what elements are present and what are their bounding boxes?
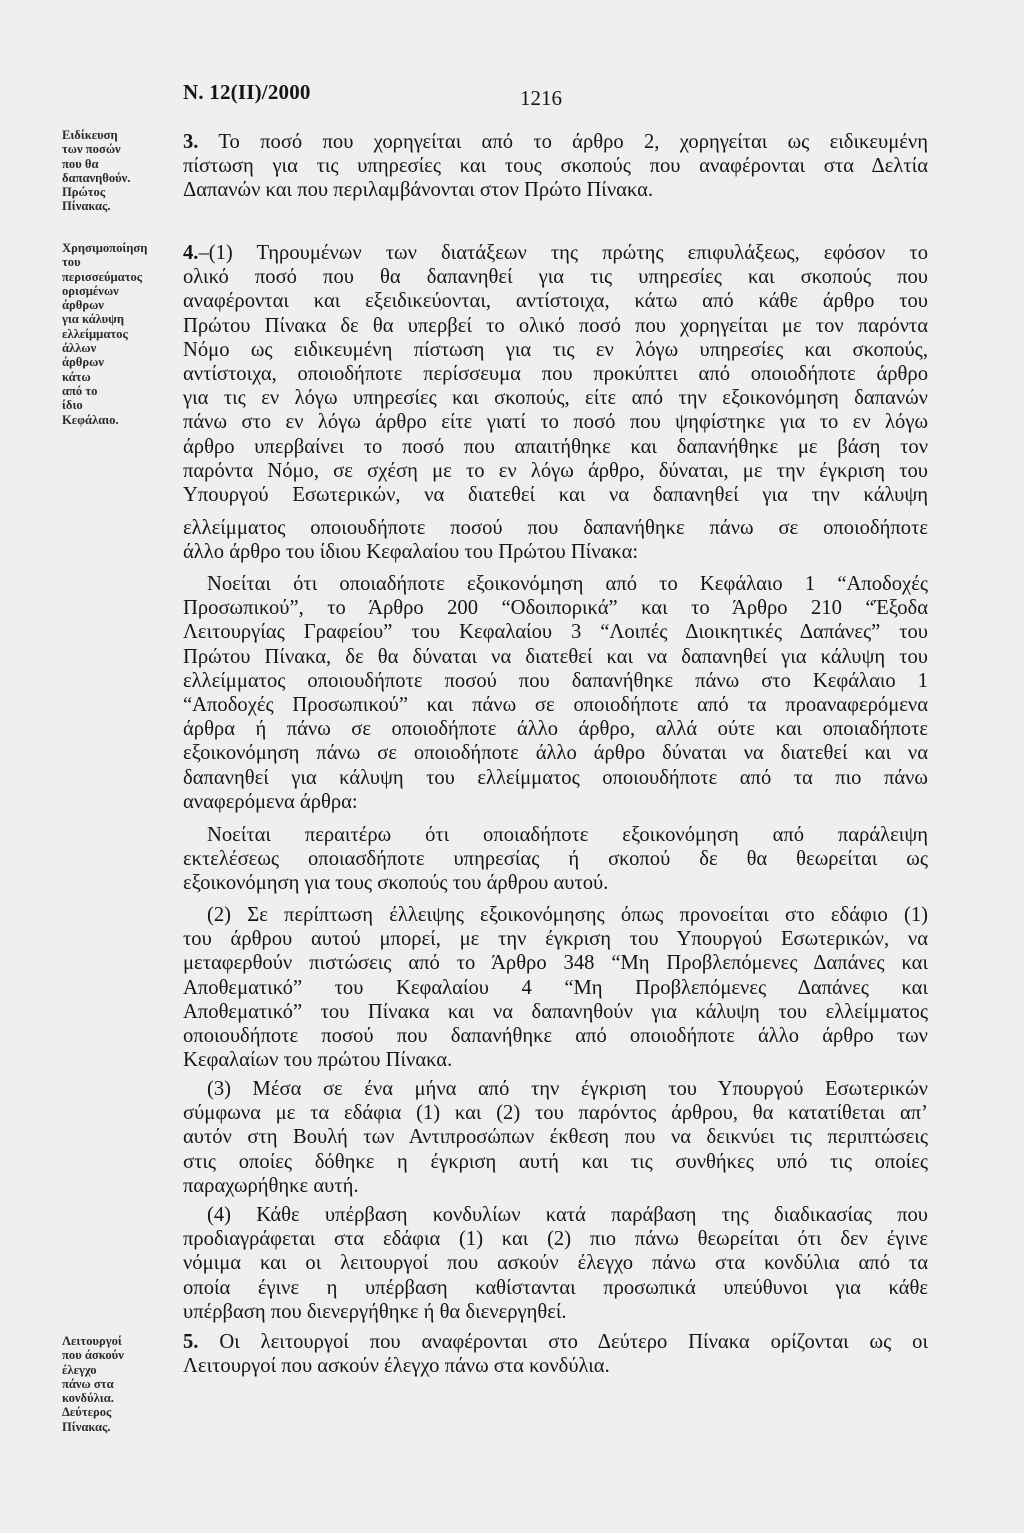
- section-4: [183, 241, 928, 507]
- section-line: Δαπανών και που περιλαμβάνονται στον Πρώτο Πίνακα.: [183, 179, 654, 202]
- section-4-subsection-3: [183, 1077, 928, 1198]
- section-line: Λειτουργίας Γραφείου” του Κεφαλαίου 3 “Λοιπές Διοικητικές Δαπάνες” του: [183, 621, 928, 644]
- section-number: 3.: [183, 131, 199, 153]
- margin-note-line: πάνω στα: [62, 1376, 114, 1391]
- section-line: για τις εν λόγω υπηρεσίες και σκοπούς, είτε από την εξοικονόμηση δαπανών: [183, 387, 928, 410]
- section-line: [183, 241, 928, 265]
- section-line: αναφερόμενα άρθρα:: [183, 790, 358, 813]
- section-text: –(1) Τηρουμένων των διατάξεων της πρώτης επιφυλάξεως, εφόσον το: [198, 242, 928, 264]
- section-line: ολικό ποσό που θα δαπανηθεί για τις υπηρεσίες και σκοπούς που: [183, 266, 928, 289]
- margin-note-line: άρθρων: [62, 355, 104, 370]
- section-line: Νοείται ότι οποιαδήποτε εξοικονόμηση από το Κεφάλαιο 1 “Αποδοχές: [207, 573, 928, 595]
- section-line: εκτελέσεως οποιασδήποτε υπηρεσίας ή σκοπού δε θα θεωρείται ως: [183, 848, 928, 871]
- margin-note-section-3: [62, 128, 180, 214]
- margin-note-line: από το: [62, 383, 98, 398]
- margin-note-line: κονδύλια.: [62, 1391, 114, 1406]
- section-line: αυτόν στη Βουλή των Αντιπροσώπων έκθεση που να δεικνύει τις περιπτώσεις: [183, 1126, 928, 1149]
- law-number: Ν. 12(ΙΙ)/2000: [183, 80, 311, 104]
- section-line: εξοικονόμηση πάνω σε οποιοδήποτε άλλο άρθρο δύναται να διατεθεί και να: [183, 742, 928, 765]
- section-line: άρθρο υπερβαίνει το ποσό που απαιτήθηκε και δαπανήθηκε με βάση τον: [183, 435, 928, 458]
- section-line: υπέρβαση που διενεργήθηκε ή θα διενεργηθεί.: [183, 1300, 567, 1323]
- margin-note-line: Ειδίκευση: [62, 128, 118, 142]
- margin-note-line: δαπανηθούν.: [62, 170, 131, 185]
- margin-note-line: άρθρων: [62, 298, 104, 313]
- section-line: πάνω στο εν λόγω άρθρο είτε γιατί το ποσό που ψηφίστηκε για το εν λόγω: [183, 411, 928, 434]
- section-number: 5.: [183, 1331, 199, 1353]
- margin-note-line: Πίνακας.: [62, 199, 111, 214]
- section-line: νόμιμα και οι λειτουργοί που ασκούν έλεγχο πάνω στα κονδύλια από τα: [183, 1252, 928, 1275]
- section-line: σύμφωνα με τα εδάφια (1) και (2) του παρόντος άρθρου, θα κατατίθεται απ’: [183, 1102, 928, 1125]
- margin-note-line: έλεγχο: [62, 1362, 97, 1377]
- section-text: Το ποσό που χορηγείται από το άρθρο 2, χορηγείται ως ειδικευμένη: [218, 131, 928, 153]
- margin-note-line: κάτω: [62, 369, 91, 384]
- section-line: παρόντα Νόμο, σε σχέση με το εν λόγω άρθρο, δύναται, με την έγκριση του: [183, 459, 928, 482]
- section-line: ελλείμματος οποιουδήποτε ποσού που δαπανήθηκε πάνω στο Κεφάλαιο 1: [183, 669, 928, 692]
- section-4-continued: [183, 516, 928, 564]
- page-number: 1216: [520, 86, 562, 110]
- section-line: ελλείμματος οποιουδήποτε ποσού που δαπανήθηκε πάνω σε οποιοδήποτε: [183, 517, 928, 539]
- section-line: προδιαγράφεται στα εδάφια (1) και (2) πιο πάνω θεωρείται ότι δεν έγινε: [183, 1228, 928, 1251]
- section-line: (2) Σε περίπτωση έλλειψης εξοικονόμησης όπως προνοείται στο εδάφιο (1): [207, 904, 928, 926]
- section-4-subsection-4: [183, 1203, 928, 1324]
- margin-note-line: Λειτουργοί: [62, 1334, 122, 1348]
- margin-note-line: άλλων: [62, 341, 97, 356]
- section-line: (3) Μέσα σε ένα μήνα από την έγκριση του Υπουργού Εσωτερικών: [207, 1078, 928, 1100]
- section-line: στις οποίες δόθηκε η έγκριση αυτή και τις συνθήκες υπό τις οποίες: [183, 1150, 928, 1173]
- section-line: (4) Κάθε υπέρβαση κονδυλίων κατά παράβαση της διαδικασίας που: [207, 1204, 928, 1226]
- section-number: 4.: [183, 242, 199, 264]
- section-line: “Αποδοχές Προσωπικού” και πάνω σε οποιοδήποτε από τα προαναφερόμενα: [183, 694, 928, 717]
- section-line: Προσωπικού”, το Άρθρο 200 “Οδοιπορικά” και το Άρθρο 210 “Έξοδα: [183, 597, 928, 620]
- section-line: οποία έγινε η υπέρβαση καθίστανται προσωπικά υπεύθυνοι για κάθε: [183, 1276, 928, 1299]
- margin-note-section-4: [62, 241, 180, 427]
- section-line: Νοείται περαιτέρω ότι οποιαδήποτε εξοικονόμηση από παράλειψη: [207, 824, 928, 846]
- section-line: [183, 1330, 928, 1354]
- margin-note-line: Κεφάλαιο.: [62, 412, 119, 427]
- margin-note-line: περισσεύματος: [62, 269, 143, 284]
- margin-note-section-5: [62, 1334, 180, 1434]
- section-4-proviso-1: [183, 572, 928, 814]
- margin-note-line: Δεύτερος: [62, 1405, 112, 1420]
- section-line: Αποθεματικό” του Κεφαλαίου 4 “Μη Προβλεπόμενες Δαπάνες και: [183, 976, 928, 999]
- margin-note-line: του: [62, 255, 81, 270]
- section-line: δαπανηθεί για κάλυψη του ελλείμματος οποιουδήποτε από τα πιο πάνω: [183, 766, 928, 789]
- section-line: Λειτουργοί που ασκούν έλεγχο πάνω στα κονδύλια.: [183, 1355, 610, 1378]
- margin-note-line: Πρώτος: [62, 185, 106, 200]
- margin-note-line: ελλείμματος: [62, 326, 128, 341]
- section-line: αντίστοιχα, οποιοδήποτε περίσσευμα που προκύπτει από οποιοδήποτε άρθρο: [183, 363, 928, 386]
- section-line: πίστωση για τις υπηρεσίες και τους σκοπούς που αναφέρονται στα Δελτία: [183, 155, 928, 178]
- section-line: [183, 130, 928, 154]
- section-line: του άρθρου αυτού μπορεί, με την έγκριση του Υπουργού Εσωτερικών, να: [183, 928, 928, 951]
- section-line: άλλο άρθρο του ίδιου Κεφαλαίου του Πρώτου Πίνακα:: [183, 541, 639, 564]
- margin-note-line: που άσκούν: [62, 1348, 124, 1363]
- section-text: Οι λειτουργοί που αναφέρονται στο Δεύτερο Πίνακα ορίζονται ως οι: [219, 1331, 928, 1353]
- section-line: παραχωρήθηκε αυτή.: [183, 1174, 359, 1197]
- margin-note-line: των ποσών: [62, 142, 121, 157]
- margin-note-line: Χρησιμοποίηση: [62, 241, 148, 255]
- section-line: Κεφαλαίων του πρώτου Πίνακα.: [183, 1049, 453, 1072]
- margin-note-line: ορισμένων: [62, 283, 119, 298]
- section-line: Αποθεματικό” του Πίνακα και να δαπανηθούν για κάλυψη του ελλείμματος: [183, 1000, 928, 1023]
- section-5: [183, 1330, 928, 1378]
- margin-note-line: ίδιο: [62, 398, 83, 413]
- margin-note-line: που θα: [62, 156, 99, 171]
- section-line: Υπουργού Εσωτερικών, να διατεθεί και να δαπανηθεί για την κάλυψη: [183, 484, 928, 507]
- margin-note-line: για κάλυψη: [62, 312, 124, 327]
- section-4-subsection-2: [183, 903, 928, 1072]
- section-line: άρθρα ή πάνω σε οποιοδήποτε άλλο άρθρο, αλλά ούτε και οποιαδήποτε: [183, 718, 928, 741]
- section-line: αναφέρονται και εξειδικεύονται, αντίστοιχα, κάτω από κάθε άρθρο του: [183, 290, 928, 313]
- section-line: μεταφερθούν πιστώσεις από το Άρθρο 348 “Μη Προβλεπόμενες Δαπάνες και: [183, 952, 928, 975]
- section-line: εξοικονόμηση για τους σκοπούς του άρθρου αυτού.: [183, 872, 609, 895]
- margin-note-line: Πίνακας.: [62, 1419, 111, 1434]
- section-4-proviso-2: [183, 823, 928, 896]
- section-3: [183, 130, 928, 203]
- section-line: Πρώτου Πίνακα, δε θα δύναται να διατεθεί και να δαπανηθεί για κάλυψη του: [183, 645, 928, 668]
- section-line: Πρώτου Πίνακα δε θα υπερβεί το ολικό ποσό που χορηγείται με τον παρόντα: [183, 314, 928, 337]
- section-line: Νόμο ως ειδικευμένη πίστωση για τις εν λόγω υπηρεσίες και σκοπούς,: [183, 338, 928, 361]
- section-line: οποιουδήποτε ποσού που δαπανήθηκε από οποιοδήποτε άλλο άρθρο των: [183, 1025, 928, 1048]
